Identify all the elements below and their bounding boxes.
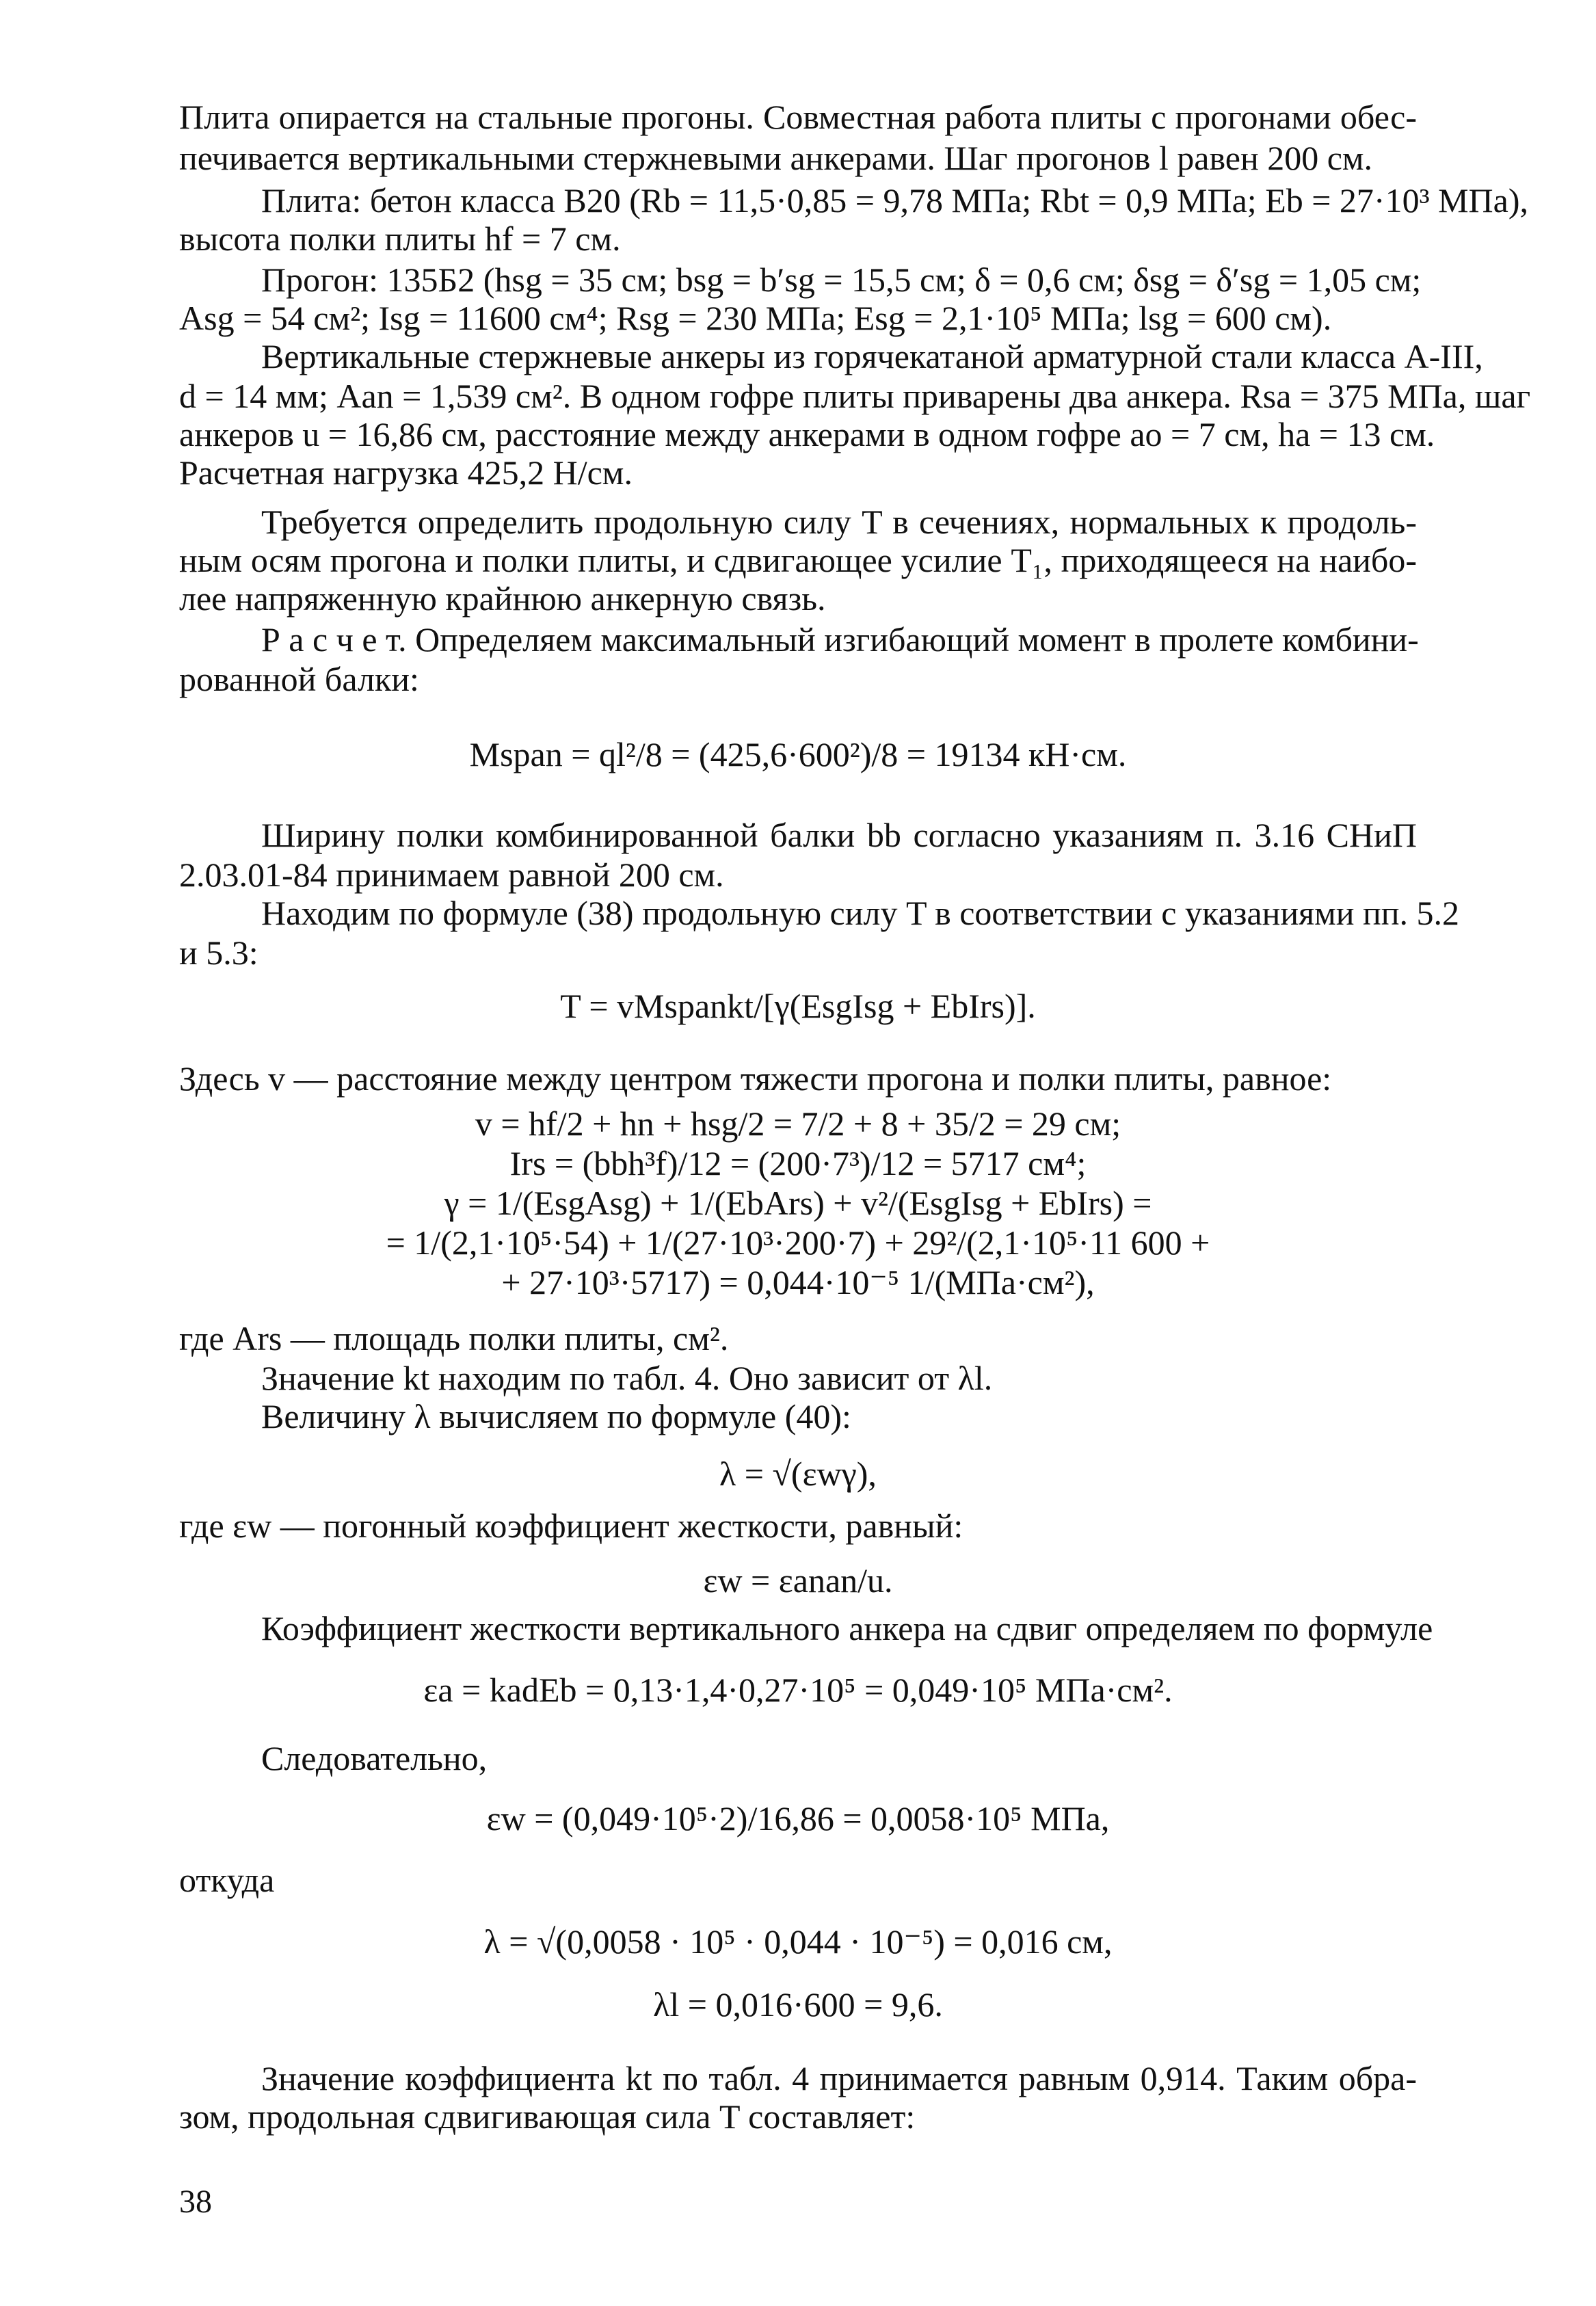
text-line: Находим по формуле (38) продольную силу T в соответствии с указаниями пп. 5.2	[261, 894, 1460, 932]
text-line: Значение kt находим по табл. 4. Оно зависит от λl.	[261, 1359, 993, 1397]
text-line: Вертикальные стержневые анкеры из горячекатаной арматурной стали класса А-III,	[261, 337, 1483, 375]
text-line: Здесь v — расстояние между центром тяжести прогона и полки плиты, равное:	[179, 1059, 1332, 1098]
text-line: Плита опирается на стальные прогоны. Совместная работа плиты с прогонами обес-	[179, 98, 1417, 136]
formula-line: εw = εanan/u.	[703, 1561, 893, 1600]
text-line: Величину λ вычисляем по формуле (40):	[261, 1397, 851, 1435]
text-line: высота полки плиты hf = 7 см.	[179, 220, 621, 258]
formula-line: γ = 1/(EsgAsg) + 1/(EbArs) + v²/(EsgIsg + EbIrs) =	[444, 1184, 1152, 1222]
formula-line: εw = (0,049·10⁵·2)/16,86 = 0,0058·10⁵ МПа,	[486, 1799, 1110, 1838]
text-line: анкеров u = 16,86 см, расстояние между анкерами в одном гофре ao = 7 см, ha = 13 см.	[179, 415, 1435, 453]
formula-line: v = hf/2 + hn + hsg/2 = 7/2 + 8 + 35/2 = 29 см;	[475, 1104, 1121, 1143]
text-line: и 5.3:	[179, 933, 258, 972]
text-line: рованной балки:	[179, 660, 419, 698]
text-line: ным осям прогона и полки плиты, и сдвигающее усилие T₁, приходящееся на наибо-	[179, 541, 1417, 579]
formula-line: T = vMspankt/[γ(EsgIsg + EbIrs)].	[560, 987, 1036, 1025]
formula-line: Mspan = ql²/8 = (425,6·600²)/8 = 19134 кН·см.	[469, 735, 1127, 773]
page-number: 38	[179, 2184, 212, 2220]
text-line: где εw — погонный коэффициент жесткости, равный:	[179, 1507, 963, 1545]
text-line: Расчетная нагрузка 425,2 Н/см.	[179, 453, 633, 492]
text-line: 2.03.01-84 принимаем равной 200 см.	[179, 856, 724, 894]
text-line: лее напряженную крайнюю анкерную связь.	[179, 579, 826, 618]
text-line: Прогон: 135Б2 (hsg = 35 см; bsg = b′sg = 15,5 см; δ = 0,6 см; δsg = δ′sg = 1,05 см;	[261, 261, 1422, 299]
text-line: зом, продольная сдвигивающая сила T составляет:	[179, 2097, 916, 2136]
text-line: Asg = 54 см²; Isg = 11600 см⁴; Rsg = 230 МПа; Esg = 2,1·10⁵ МПа; lsg = 600 см).	[179, 299, 1332, 337]
formula-line: = 1/(2,1·10⁵·54) + 1/(27·10³·200·7) + 29²/(2,1·10⁵·11 600 +	[386, 1223, 1210, 1262]
text-line: Ширину полки комбинированной балки bb согласно указаниям п. 3.16 СНиП	[261, 816, 1417, 854]
formula-line: + 27·10³·5717) = 0,044·10⁻⁵ 1/(МПа·см²),	[501, 1263, 1095, 1301]
text-line: Значение коэффициента kt по табл. 4 принимается равным 0,914. Таким обра-	[261, 2059, 1417, 2097]
text-line: d = 14 мм; Aan = 1,539 см². В одном гофре плиты приварены два анкера. Rsa = 375 МПа, шаг	[179, 377, 1531, 415]
formula-line: Irs = (bbh³f)/12 = (200·7³)/12 = 5717 см⁴;	[509, 1144, 1087, 1182]
text-line: Требуется определить продольную силу T в сечениях, нормальных к продоль-	[261, 503, 1417, 541]
text-line: Плита: бетон класса В20 (Rb = 11,5·0,85 = 9,78 МПа; Rbt = 0,9 МПа; Eb = 27·10³ МПа),	[261, 181, 1528, 220]
formula-line: λ = √(0,0058 · 10⁵ · 0,044 · 10⁻⁵) = 0,016 см,	[483, 1922, 1113, 1961]
text-line: откуда	[179, 1861, 275, 1899]
text-line: Коэффициент жесткости вертикального анкера на сдвиг определяем по формуле	[261, 1609, 1433, 1647]
text-line: Р а с ч е т. Определяем максимальный изгибающий момент в пролете комбини-	[261, 620, 1419, 659]
text-line: печивается вертикальными стержневыми анкерами. Шаг прогонов l равен 200 см.	[179, 139, 1373, 177]
text-line: где Ars — площадь полки плиты, см².	[179, 1319, 729, 1357]
formula-line: λl = 0,016·600 = 9,6.	[653, 1985, 943, 2024]
formula-line: λ = √(εwγ),	[719, 1455, 877, 1493]
text-line: Следовательно,	[261, 1739, 488, 1777]
formula-line: εa = kadEb = 0,13·1,4·0,27·10⁵ = 0,049·10⁵ МПа·см².	[423, 1671, 1173, 1709]
